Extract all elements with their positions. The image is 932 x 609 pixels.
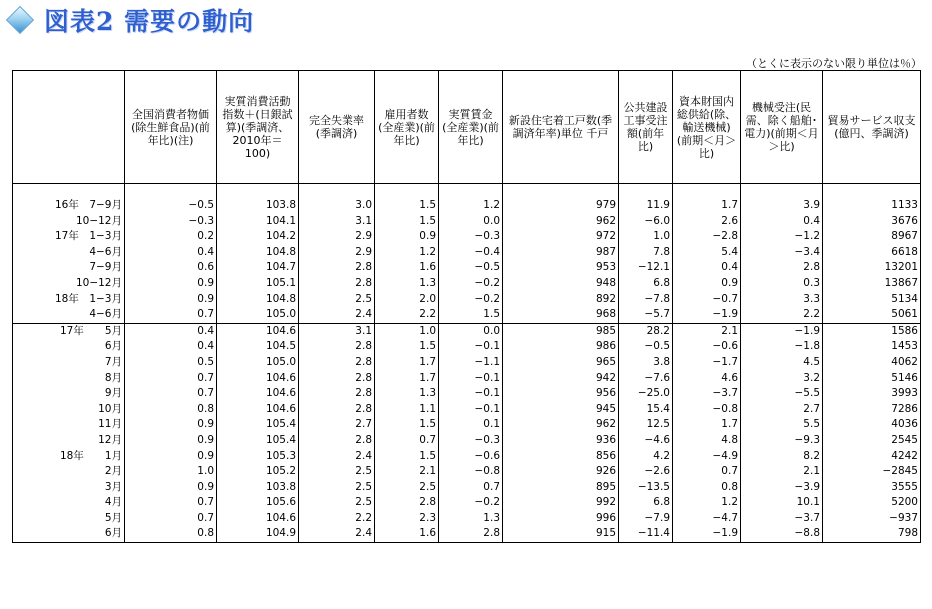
row-label: 17年 5月 xyxy=(13,323,125,339)
table-cell: −0.1 xyxy=(439,371,503,387)
month-row xyxy=(13,371,921,387)
row-label: 3月 xyxy=(13,480,125,496)
table-cell: −11.4 xyxy=(619,526,673,542)
header-cell: 全国消費者物価(除生鮮食品)(前年比)(注) xyxy=(125,71,217,184)
table-cell: 0.7 xyxy=(673,464,741,480)
table-cell: 2.9 xyxy=(299,229,375,245)
month-row xyxy=(13,495,921,511)
table-cell: 105.4 xyxy=(217,433,299,449)
table-cell: 4036 xyxy=(823,417,921,433)
header-cell: 実質消費活動指数＋(日銀試算)(季調済、2010年＝100) xyxy=(217,71,299,184)
table-cell: 3.1 xyxy=(299,323,375,339)
table-cell: 1.0 xyxy=(375,323,439,339)
table-cell: −1.8 xyxy=(741,339,823,355)
table-cell: 0.8 xyxy=(125,402,217,418)
table-cell: 104.5 xyxy=(217,339,299,355)
table-cell: 2545 xyxy=(823,433,921,449)
table-cell: −0.3 xyxy=(125,214,217,230)
table-cell: −1.2 xyxy=(741,229,823,245)
table-cell: −5.5 xyxy=(741,386,823,402)
month-row xyxy=(13,511,921,527)
table-cell: 11.9 xyxy=(619,198,673,214)
table-cell: −0.5 xyxy=(125,198,217,214)
quarter-row xyxy=(13,214,921,230)
spacer-cell xyxy=(217,184,299,199)
table-cell: 103.8 xyxy=(217,198,299,214)
table-cell: −2.6 xyxy=(619,464,673,480)
table-cell: 2.5 xyxy=(299,292,375,308)
month-row xyxy=(13,433,921,449)
table-cell: 0.4 xyxy=(125,339,217,355)
table-cell: 1.6 xyxy=(375,526,439,542)
table-cell: 4.5 xyxy=(741,355,823,371)
table-cell: 104.8 xyxy=(217,292,299,308)
table-cell: 2.7 xyxy=(741,402,823,418)
table-cell: 2.9 xyxy=(299,245,375,261)
table-cell: 0.1 xyxy=(439,417,503,433)
table-cell: 2.8 xyxy=(741,260,823,276)
table-cell: 2.4 xyxy=(299,307,375,323)
table-cell: 915 xyxy=(503,526,619,542)
header-cell: 貿易サービス収支(億円、季調済) xyxy=(823,71,921,184)
table-cell: 105.2 xyxy=(217,464,299,480)
table-cell: 1.7 xyxy=(673,417,741,433)
table-cell: 1.3 xyxy=(375,386,439,402)
table-cell: 1.5 xyxy=(439,307,503,323)
table-cell: 996 xyxy=(503,511,619,527)
quarter-row xyxy=(13,276,921,292)
table-cell: 105.1 xyxy=(217,276,299,292)
quarter-row xyxy=(13,292,921,308)
table-cell: 0.9 xyxy=(125,276,217,292)
table-cell: 2.1 xyxy=(375,464,439,480)
table-cell: 0.8 xyxy=(673,480,741,496)
table-cell: 926 xyxy=(503,464,619,480)
month-row xyxy=(13,480,921,496)
table-cell: 5146 xyxy=(823,371,921,387)
row-label: 11月 xyxy=(13,417,125,433)
table-cell: 2.8 xyxy=(299,355,375,371)
quarter-row xyxy=(13,229,921,245)
table-cell: 1.7 xyxy=(673,198,741,214)
table-cell: −2.8 xyxy=(673,229,741,245)
table-cell: 2.8 xyxy=(299,276,375,292)
table-cell: 956 xyxy=(503,386,619,402)
table-cell: −4.6 xyxy=(619,433,673,449)
table-cell: −13.5 xyxy=(619,480,673,496)
table-cell: 2.8 xyxy=(375,495,439,511)
table-cell: 986 xyxy=(503,339,619,355)
table-cell: 104.9 xyxy=(217,526,299,542)
table-cell: 2.4 xyxy=(299,526,375,542)
demand-table xyxy=(12,70,921,543)
row-label: 4月 xyxy=(13,495,125,511)
table-cell: 3.2 xyxy=(741,371,823,387)
table-cell: 0.0 xyxy=(439,214,503,230)
row-label: 7月 xyxy=(13,355,125,371)
table-cell: 3.8 xyxy=(619,355,673,371)
table-cell: 4242 xyxy=(823,449,921,465)
table-cell: 0.6 xyxy=(125,260,217,276)
table-cell: −1.7 xyxy=(673,355,741,371)
header-cell: 完全失業率(季調済) xyxy=(299,71,375,184)
table-cell: −3.7 xyxy=(673,386,741,402)
table-cell: 2.3 xyxy=(375,511,439,527)
table-cell: 895 xyxy=(503,480,619,496)
table-cell: 1133 xyxy=(823,198,921,214)
month-row xyxy=(13,386,921,402)
row-label: 4−6月 xyxy=(13,307,125,323)
table-cell: −25.0 xyxy=(619,386,673,402)
quarter-row xyxy=(13,260,921,276)
month-row xyxy=(13,402,921,418)
spacer-cell xyxy=(13,184,125,199)
table-cell: 104.6 xyxy=(217,323,299,339)
table-cell: 2.2 xyxy=(375,307,439,323)
table-cell: 2.8 xyxy=(439,526,503,542)
table-cell: 2.5 xyxy=(299,464,375,480)
table-cell: 13201 xyxy=(823,260,921,276)
table-cell: −8.8 xyxy=(741,526,823,542)
month-row xyxy=(13,355,921,371)
table-cell: 948 xyxy=(503,276,619,292)
table-cell: 962 xyxy=(503,214,619,230)
table-cell: −0.1 xyxy=(439,402,503,418)
table-cell: 8967 xyxy=(823,229,921,245)
table-cell: −0.4 xyxy=(439,245,503,261)
table-cell: 7.8 xyxy=(619,245,673,261)
table-cell: −0.2 xyxy=(439,495,503,511)
header-cell: 公共建設工事受注額(前年比) xyxy=(619,71,673,184)
table-cell: 0.7 xyxy=(439,480,503,496)
table-cell: −3.4 xyxy=(741,245,823,261)
table-cell: 945 xyxy=(503,402,619,418)
title-diamond-icon xyxy=(6,6,34,34)
table-cell: 2.8 xyxy=(299,339,375,355)
header-cell xyxy=(13,71,125,184)
table-cell: 0.4 xyxy=(125,323,217,339)
table-cell: 2.6 xyxy=(673,214,741,230)
table-cell: 28.2 xyxy=(619,323,673,339)
spacer-row xyxy=(13,184,921,199)
table-cell: 104.6 xyxy=(217,511,299,527)
table-cell: 1.0 xyxy=(125,464,217,480)
table-cell: 1.5 xyxy=(375,449,439,465)
table-cell: 0.4 xyxy=(673,260,741,276)
table-cell: 1.2 xyxy=(375,245,439,261)
spacer-cell xyxy=(741,184,823,199)
table-cell: 892 xyxy=(503,292,619,308)
spacer-cell xyxy=(125,184,217,199)
table-cell: −0.8 xyxy=(673,402,741,418)
table-cell: 4.8 xyxy=(673,433,741,449)
table-cell: 0.7 xyxy=(125,511,217,527)
table-cell: −4.9 xyxy=(673,449,741,465)
table-cell: 1.3 xyxy=(375,276,439,292)
table-cell: 105.0 xyxy=(217,307,299,323)
table-cell: 3676 xyxy=(823,214,921,230)
table-cell: 0.4 xyxy=(741,214,823,230)
table-cell: 104.1 xyxy=(217,214,299,230)
table-cell: 1.3 xyxy=(439,511,503,527)
table-cell: 5200 xyxy=(823,495,921,511)
table-cell: 6.8 xyxy=(619,276,673,292)
table-cell: 979 xyxy=(503,198,619,214)
table-cell: 5061 xyxy=(823,307,921,323)
table-cell: 10.1 xyxy=(741,495,823,511)
table-cell: −7.8 xyxy=(619,292,673,308)
table-cell: 3555 xyxy=(823,480,921,496)
row-label: 18年 1月 xyxy=(13,449,125,465)
table-cell: 1.7 xyxy=(375,371,439,387)
table-cell: 0.9 xyxy=(125,449,217,465)
table-cell: 104.6 xyxy=(217,371,299,387)
table-cell: 1.5 xyxy=(375,198,439,214)
table-cell: −1.9 xyxy=(741,323,823,339)
table-cell: 1586 xyxy=(823,323,921,339)
unit-note: （とくに表示のない限り単位は％） xyxy=(746,57,922,70)
table-cell: −12.1 xyxy=(619,260,673,276)
table-cell: 0.7 xyxy=(375,433,439,449)
table-cell: 104.6 xyxy=(217,386,299,402)
header-cell: 機械受注(民需、除く船舶･電力)(前期＜月＞比) xyxy=(741,71,823,184)
table-cell: −937 xyxy=(823,511,921,527)
table-cell: −0.3 xyxy=(439,229,503,245)
month-row xyxy=(13,339,921,355)
spacer-cell xyxy=(439,184,503,199)
table-cell: −4.7 xyxy=(673,511,741,527)
table-cell: 2.2 xyxy=(741,307,823,323)
table-cell: 5134 xyxy=(823,292,921,308)
quarter-row xyxy=(13,198,921,214)
table-cell: 1.7 xyxy=(375,355,439,371)
table-cell: 3.9 xyxy=(741,198,823,214)
table-cell: 105.6 xyxy=(217,495,299,511)
table-cell: −9.3 xyxy=(741,433,823,449)
table-cell: 972 xyxy=(503,229,619,245)
row-label: 5月 xyxy=(13,511,125,527)
table-cell: 2.5 xyxy=(299,495,375,511)
table-cell: 936 xyxy=(503,433,619,449)
table-cell: 0.9 xyxy=(125,433,217,449)
table-cell: 3.3 xyxy=(741,292,823,308)
table-cell: 2.0 xyxy=(375,292,439,308)
table-cell: 4.6 xyxy=(673,371,741,387)
table-cell: 5.4 xyxy=(673,245,741,261)
row-label: 6月 xyxy=(13,339,125,355)
table-cell: 0.9 xyxy=(375,229,439,245)
table-cell: 992 xyxy=(503,495,619,511)
table-cell: 1.5 xyxy=(375,339,439,355)
table-cell: 1.5 xyxy=(375,417,439,433)
table-cell: −0.7 xyxy=(673,292,741,308)
table-cell: 1.5 xyxy=(375,214,439,230)
header-cell: 新設住宅着工戸数(季調済年率)単位 千戸 xyxy=(503,71,619,184)
spacer-cell xyxy=(375,184,439,199)
table-cell: 0.7 xyxy=(125,386,217,402)
table-cell: −3.9 xyxy=(741,480,823,496)
row-label: 12月 xyxy=(13,433,125,449)
table-cell: 12.5 xyxy=(619,417,673,433)
row-label: 6月 xyxy=(13,526,125,542)
header-cell: 実質賃金(全産業)(前年比) xyxy=(439,71,503,184)
table-cell: 1.2 xyxy=(439,198,503,214)
table-cell: −0.8 xyxy=(439,464,503,480)
table-cell: 2.8 xyxy=(299,402,375,418)
table-cell: 962 xyxy=(503,417,619,433)
quarter-row xyxy=(13,245,921,261)
table-cell: 105.4 xyxy=(217,417,299,433)
table-cell: −7.6 xyxy=(619,371,673,387)
table-cell: 103.8 xyxy=(217,480,299,496)
table-cell: 105.0 xyxy=(217,355,299,371)
table-cell: −7.9 xyxy=(619,511,673,527)
table-cell: −0.5 xyxy=(439,260,503,276)
table-cell: 985 xyxy=(503,323,619,339)
table-cell: 104.2 xyxy=(217,229,299,245)
table-cell: 7286 xyxy=(823,402,921,418)
table-cell: 105.3 xyxy=(217,449,299,465)
table-cell: 942 xyxy=(503,371,619,387)
table-cell: 0.3 xyxy=(741,276,823,292)
table-cell: −0.1 xyxy=(439,386,503,402)
table-cell: 0.9 xyxy=(125,417,217,433)
table-cell: 2.8 xyxy=(299,371,375,387)
table-cell: 2.5 xyxy=(375,480,439,496)
table-cell: 3.0 xyxy=(299,198,375,214)
spacer-cell xyxy=(823,184,921,199)
table-cell: 2.8 xyxy=(299,433,375,449)
table-cell: 6.8 xyxy=(619,495,673,511)
table-cell: 953 xyxy=(503,260,619,276)
table-cell: 856 xyxy=(503,449,619,465)
row-label: 2月 xyxy=(13,464,125,480)
header-row xyxy=(13,71,921,184)
table-cell: 987 xyxy=(503,245,619,261)
table-cell: 5.5 xyxy=(741,417,823,433)
table-cell: 1.6 xyxy=(375,260,439,276)
spacer-cell xyxy=(673,184,741,199)
table-cell: 0.7 xyxy=(125,307,217,323)
table-cell: 1.2 xyxy=(673,495,741,511)
month-row xyxy=(13,526,921,542)
table-cell: −0.5 xyxy=(619,339,673,355)
row-label: 18年 1−3月 xyxy=(13,292,125,308)
table-cell: 8.2 xyxy=(741,449,823,465)
row-label: 10月 xyxy=(13,402,125,418)
table-cell: 0.4 xyxy=(125,245,217,261)
row-label: 10−12月 xyxy=(13,276,125,292)
table-cell: 0.9 xyxy=(673,276,741,292)
table-cell: −0.6 xyxy=(439,449,503,465)
table-cell: −0.6 xyxy=(673,339,741,355)
table-cell: 2.8 xyxy=(299,260,375,276)
header-cell: 資本財国内総供給(除、輸送機械)(前期＜月＞比) xyxy=(673,71,741,184)
table-cell: 0.9 xyxy=(125,292,217,308)
table-cell: −1.1 xyxy=(439,355,503,371)
table-cell: −1.9 xyxy=(673,307,741,323)
table-cell: 2.4 xyxy=(299,449,375,465)
table-cell: 798 xyxy=(823,526,921,542)
table-cell: −5.7 xyxy=(619,307,673,323)
month-row xyxy=(13,323,921,339)
month-row xyxy=(13,417,921,433)
table-cell: 2.7 xyxy=(299,417,375,433)
table-cell: 3.1 xyxy=(299,214,375,230)
table-cell: 13867 xyxy=(823,276,921,292)
row-label: 9月 xyxy=(13,386,125,402)
row-label: 4−6月 xyxy=(13,245,125,261)
table-cell: 2.1 xyxy=(741,464,823,480)
table-cell: −0.2 xyxy=(439,292,503,308)
table-cell: 0.8 xyxy=(125,526,217,542)
page-title: 図表2 需要の動向 xyxy=(44,7,255,36)
table-cell: 968 xyxy=(503,307,619,323)
table-cell: 104.8 xyxy=(217,245,299,261)
table-cell: 2.5 xyxy=(299,480,375,496)
table-cell: 15.4 xyxy=(619,402,673,418)
table-cell: −0.1 xyxy=(439,339,503,355)
table-cell: 2.2 xyxy=(299,511,375,527)
spacer-cell xyxy=(619,184,673,199)
table-cell: 1453 xyxy=(823,339,921,355)
row-label: 7−9月 xyxy=(13,260,125,276)
table-cell: −0.3 xyxy=(439,433,503,449)
header-cell: 雇用者数(全産業)(前年比) xyxy=(375,71,439,184)
table-cell: −3.7 xyxy=(741,511,823,527)
table-cell: 4.2 xyxy=(619,449,673,465)
table-cell: 6618 xyxy=(823,245,921,261)
table-cell: −0.2 xyxy=(439,276,503,292)
month-row xyxy=(13,464,921,480)
table-cell: −6.0 xyxy=(619,214,673,230)
table-cell: −2845 xyxy=(823,464,921,480)
table-cell: 0.5 xyxy=(125,355,217,371)
table-cell: −1.9 xyxy=(673,526,741,542)
spacer-cell xyxy=(299,184,375,199)
table-cell: 2.1 xyxy=(673,323,741,339)
month-row xyxy=(13,449,921,465)
table-cell: 0.0 xyxy=(439,323,503,339)
row-label: 17年 1−3月 xyxy=(13,229,125,245)
table-cell: 0.7 xyxy=(125,495,217,511)
row-label: 8月 xyxy=(13,371,125,387)
row-label: 10−12月 xyxy=(13,214,125,230)
table-cell: 0.2 xyxy=(125,229,217,245)
table-cell: 104.6 xyxy=(217,402,299,418)
table-cell: 965 xyxy=(503,355,619,371)
table-cell: 4062 xyxy=(823,355,921,371)
quarter-row xyxy=(13,307,921,323)
table-cell: 3993 xyxy=(823,386,921,402)
table-cell: 0.9 xyxy=(125,480,217,496)
table-cell: 1.1 xyxy=(375,402,439,418)
spacer-cell xyxy=(503,184,619,199)
table-cell: 2.8 xyxy=(299,386,375,402)
row-label: 16年 7−9月 xyxy=(13,198,125,214)
table-cell: 0.7 xyxy=(125,371,217,387)
table-cell: 104.7 xyxy=(217,260,299,276)
table-cell: 1.0 xyxy=(619,229,673,245)
